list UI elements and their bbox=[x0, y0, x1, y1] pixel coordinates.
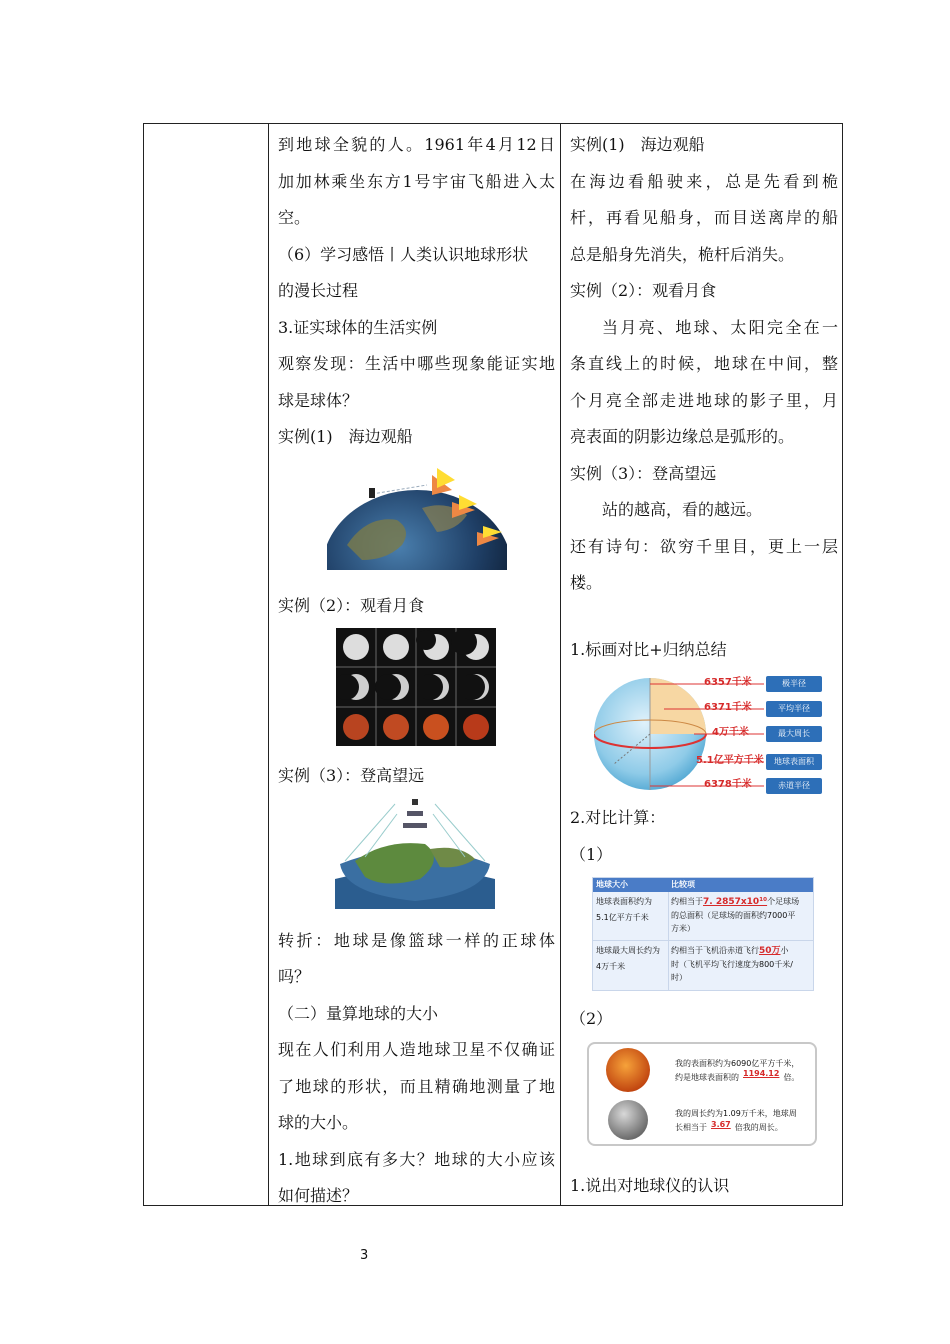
text-line: 杆，再看见船身，而目送离岸的船 bbox=[570, 208, 838, 227]
example-title: 实例(1) 海边观船 bbox=[570, 135, 705, 154]
text-line: 现在人们利用人造地球卫星不仅确证 bbox=[278, 1040, 555, 1059]
text-line: 吗？ bbox=[278, 967, 311, 986]
section-heading: （二）量算地球的大小 bbox=[278, 1003, 439, 1023]
text-line: 加加林乘坐东方1号宇宙飞船进入太 bbox=[278, 171, 555, 191]
equatorial-radius-value: 6378千米 bbox=[704, 779, 752, 790]
row2-left-line2: 4万千米 bbox=[596, 962, 626, 971]
row1-prefix: 约相当于 bbox=[671, 897, 703, 906]
text-line: 亮表面的阴影边缘总是弧形的。 bbox=[570, 427, 795, 446]
sun-text-suffix: 倍。 bbox=[783, 1072, 800, 1082]
row1-suffix: 个足球场 bbox=[767, 897, 800, 906]
mean-radius-value: 6371千米 bbox=[704, 702, 752, 713]
sun-moon-comparison-image bbox=[587, 1042, 817, 1146]
text-line: 球的大小。 bbox=[278, 1113, 359, 1132]
row2-note-line2: 时） bbox=[671, 973, 687, 982]
text-line: 的漫长过程 bbox=[278, 281, 359, 300]
text-line: 如何描述？ bbox=[278, 1186, 359, 1205]
table-header-size: 地球大小 bbox=[596, 880, 628, 889]
row2-answer: 50万 bbox=[759, 946, 781, 956]
moon-text-line1: 我的周长约为1.09万千米，地球周 bbox=[675, 1108, 797, 1118]
row2-left-line1: 地球最大周长约为 bbox=[596, 946, 660, 955]
example-title: 实例(1) 海边观船 bbox=[278, 427, 413, 446]
section-heading: 2.对比计算： bbox=[570, 808, 666, 827]
content-table bbox=[143, 123, 843, 1206]
moon-text-suffix: 倍我的周长。 bbox=[734, 1122, 783, 1132]
mean-radius-label: 平均半径 bbox=[778, 704, 810, 713]
text-line: 空。 bbox=[278, 208, 311, 227]
lunar-eclipse-image bbox=[336, 628, 496, 746]
section-heading: 1.说出对地球仪的认识 bbox=[570, 1175, 730, 1195]
polar-radius-label: 极半径 bbox=[782, 679, 806, 688]
text-line: 了地球的形状，而且精确地测量了地 bbox=[278, 1076, 555, 1096]
text-line: 球是球体？ bbox=[278, 390, 359, 410]
text-line: 站的越高，看的越远。 bbox=[602, 500, 763, 519]
earth-size-diagram bbox=[594, 674, 824, 796]
circumference-value: 4万千米 bbox=[712, 727, 749, 738]
text-line: 当月亮、地球、太阳完全在一 bbox=[602, 317, 838, 337]
text-line: 条直线上的时候，地球在中间，整 bbox=[570, 354, 838, 373]
item-number: （2） bbox=[570, 1009, 613, 1028]
sun-text-prefix: 约是地球表面积的 bbox=[675, 1072, 739, 1082]
section-heading: 1.标画对比+归纳总结 bbox=[570, 639, 727, 659]
example-title: 实例（2）：观看月食 bbox=[278, 595, 425, 615]
comparison-table-image bbox=[592, 877, 814, 991]
text-line: 总是船身先消失，桅杆后消失。 bbox=[570, 244, 795, 264]
row2-suffix: 小 bbox=[780, 946, 789, 955]
row2-note-line1: 时（飞机平均飞行速度为800千米/ bbox=[671, 960, 793, 969]
text-line: （6）学习感悟丨人类认识地球形状 bbox=[278, 244, 529, 264]
table-header-compare: 比较项 bbox=[671, 880, 695, 889]
climbing-high-image bbox=[335, 799, 495, 909]
moon-text-prefix: 长相当于 bbox=[675, 1122, 707, 1132]
surface-area-value: 5.1亿平方千米 bbox=[696, 755, 764, 766]
row1-note-line1: 的总面积（足球场的面积约7000平 bbox=[671, 911, 796, 920]
student-activity-column bbox=[561, 124, 844, 1204]
circumference-label: 最大周长 bbox=[778, 729, 810, 738]
example-title: 实例（2）：观看月食 bbox=[570, 281, 717, 300]
text-line: 在海边看船驶来，总是先看到桅 bbox=[570, 171, 838, 191]
equatorial-radius-label: 赤道半径 bbox=[778, 781, 810, 790]
example-title: 实例（3）：登高望远 bbox=[278, 766, 425, 785]
page-number: 3 bbox=[360, 1248, 369, 1263]
text-line: 楼。 bbox=[570, 573, 603, 592]
row1-note-line2: 方米） bbox=[671, 924, 695, 933]
row1-left-line2: 5.1亿平方千米 bbox=[596, 913, 649, 922]
text-line: 个月亮全部走进地球的影子里，月 bbox=[570, 390, 838, 410]
row1-answer: 7. 2857x10¹⁰ bbox=[703, 897, 768, 907]
sun-answer: 1194.12 bbox=[743, 1068, 780, 1078]
sun-text-line1: 我的表面积约为6090亿平方千米， bbox=[675, 1058, 800, 1068]
moon-answer: 3.67 bbox=[711, 1119, 731, 1129]
text-line: 转折：地球是像篮球一样的正球体 bbox=[278, 930, 555, 950]
example-title: 实例（3）：登高望远 bbox=[570, 463, 717, 483]
text-line: 观察发现：生活中哪些现象能证实地 bbox=[278, 354, 555, 373]
polar-radius-value: 6357千米 bbox=[704, 677, 752, 688]
text-line: 到地球全貌的人。1961年4月12日 bbox=[278, 135, 555, 154]
section-heading: 3.证实球体的生活实例 bbox=[278, 317, 438, 337]
teaching-content-column bbox=[269, 124, 561, 1215]
ship-on-globe-image bbox=[327, 460, 507, 570]
text-line: 还有诗句：欲穷千里目，更上一层 bbox=[570, 536, 838, 556]
text-line: 1.地球到底有多大？地球的大小应该 bbox=[278, 1149, 555, 1169]
surface-area-label: 地球表面积 bbox=[774, 757, 814, 766]
row1-left-line1: 地球表面积约为 bbox=[596, 897, 652, 906]
row2-prefix: 约相当于飞机沿赤道飞行 bbox=[671, 946, 759, 955]
item-number: （1） bbox=[570, 844, 613, 864]
